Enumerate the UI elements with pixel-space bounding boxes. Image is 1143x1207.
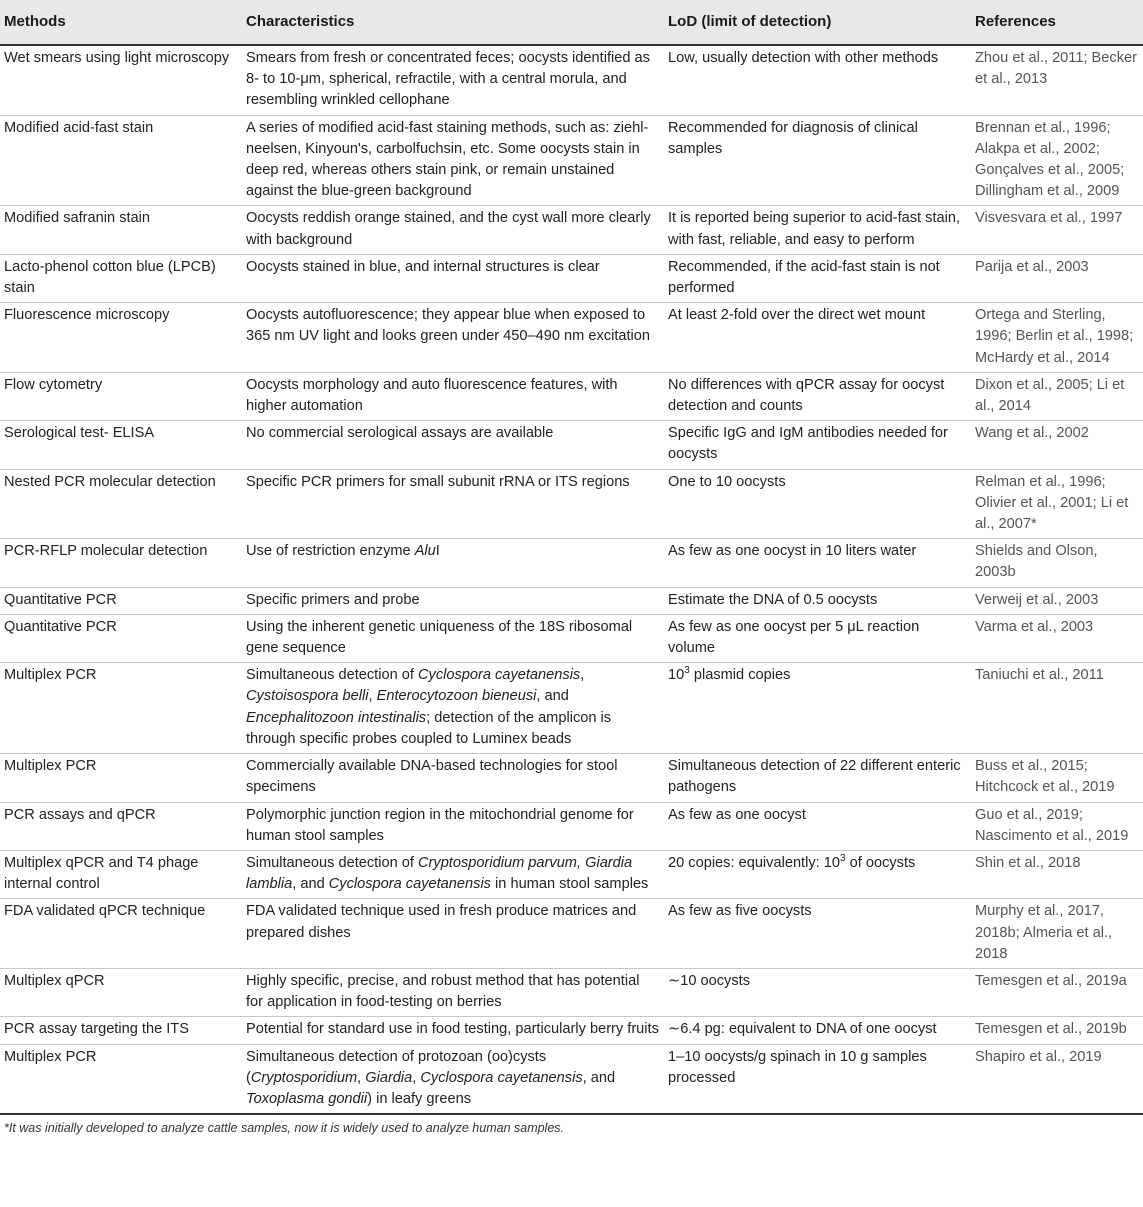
cell-references: Shin et al., 2018: [971, 850, 1143, 898]
cell-characteristics: Smears from fresh or concentrated feces; oocysts identified as 8- to 10-μm, spherical, refractile, with a central morula, and resembling wrinkled cellophane: [242, 45, 664, 115]
cell-references: Ortega and Sterling, 1996; Berlin et al., 1998; McHardy et al., 2014: [971, 303, 1143, 373]
table-row: [0, 372, 1143, 420]
table-row: [0, 206, 1143, 254]
cell-references: Parija et al., 2003: [971, 254, 1143, 302]
cell-characteristics: [242, 1044, 664, 1114]
table-header: [0, 0, 1143, 45]
cell-lod: Estimate the DNA of 0.5 oocysts: [664, 587, 971, 614]
cell-method: Multiplex PCR: [0, 663, 242, 754]
cell-lod: Simultaneous detection of 22 different enteric pathogens: [664, 754, 971, 802]
superscript: 3: [840, 853, 846, 865]
table-row: [0, 754, 1143, 802]
cell-characteristics: [242, 850, 664, 898]
cell-characteristics: Specific primers and probe: [242, 587, 664, 614]
cell-characteristics: Oocysts autofluorescence; they appear blue when exposed to 365 nm UV light and looks green under 450–490 nm excitation: [242, 303, 664, 373]
table-body: [0, 45, 1143, 1114]
italic-text: Encephalitozoon intestinalis: [246, 709, 427, 726]
cell-method: Multiplex PCR: [0, 754, 242, 802]
table-footnote: *It was initially developed to analyze cattle samples, now it is widely used to analyze human samples.: [4, 1121, 565, 1136]
table-row: [0, 469, 1143, 539]
cell-lod: Recommended for diagnosis of clinical samples: [664, 115, 971, 206]
table-row: [0, 899, 1143, 969]
cell-method: PCR assay targeting the ITS: [0, 1017, 242, 1044]
cell-lod: It is reported being superior to acid-fast stain, with fast, reliable, and easy to perform: [664, 206, 971, 254]
cell-method: Multiplex qPCR: [0, 968, 242, 1016]
cell-references: Zhou et al., 2011; Becker et al., 2013: [971, 45, 1143, 115]
cell-references: Taniuchi et al., 2011: [971, 663, 1143, 754]
cell-characteristics: Using the inherent genetic uniqueness of the 18S ribosomal gene sequence: [242, 614, 664, 662]
cell-references: Visvesvara et al., 1997: [971, 206, 1143, 254]
table-row: [0, 254, 1143, 302]
cell-characteristics: [242, 539, 664, 587]
text-span: , and: [292, 876, 329, 893]
cell-lod: At least 2-fold over the direct wet mount: [664, 303, 971, 373]
cell-method: PCR-RFLP molecular detection: [0, 539, 242, 587]
superscript: 3: [684, 665, 690, 677]
cell-references: Temesgen et al., 2019a: [971, 968, 1143, 1016]
header-lod: LoD (limit of detection): [668, 13, 832, 31]
italic-text: Cryptosporidium parvum,: [418, 854, 582, 871]
table-row: [0, 45, 1143, 115]
text-span: plasmid copies: [689, 667, 791, 684]
cell-lod: As few as one oocyst in 10 liters water: [664, 539, 971, 587]
text-span: Simultaneous detection of: [246, 667, 418, 684]
text-span: Simultaneous detection of: [246, 854, 418, 871]
cell-references: Verweij et al., 2003: [971, 587, 1143, 614]
cell-references: Relman et al., 1996; Olivier et al., 2001; Li et al., 2007*: [971, 469, 1143, 539]
text-span: 20 copies: equivalently: 10: [668, 854, 840, 871]
cell-characteristics: A series of modified acid-fast staining methods, such as: ziehl-neelsen, Kinyoun's, carbolfuchsin, etc. Some oocysts stain in deep red, whereas others stain pink, or remain unstained against the blue-green background: [242, 115, 664, 206]
cell-lod: One to 10 oocysts: [664, 469, 971, 539]
italic-text: Cystoisospora belli: [246, 688, 369, 705]
cell-characteristics: Oocysts reddish orange stained, and the cyst wall more clearly with background: [242, 206, 664, 254]
cell-references: Dixon et al., 2005; Li et al., 2014: [971, 372, 1143, 420]
table-row: [0, 421, 1143, 469]
cell-lod: As few as one oocyst: [664, 802, 971, 850]
cell-method: Nested PCR molecular detection: [0, 469, 242, 539]
cell-references: Guo et al., 2019; Nascimento et al., 2019: [971, 802, 1143, 850]
text-span: ; detection of the amplicon is through specific probes coupled to Luminex beads: [246, 709, 612, 747]
cell-method: Flow cytometry: [0, 372, 242, 420]
table-row: [0, 587, 1143, 614]
cell-lod: Specific IgG and IgM antibodies needed for oocysts: [664, 421, 971, 469]
table-row: [0, 539, 1143, 587]
cell-characteristics: FDA validated technique used in fresh produce matrices and prepared dishes: [242, 899, 664, 969]
cell-characteristics: Specific PCR primers for small subunit rRNA or ITS regions: [242, 469, 664, 539]
italic-text: Giardia: [365, 1069, 413, 1086]
cell-characteristics: Oocysts morphology and auto fluorescence features, with higher automation: [242, 372, 664, 420]
text-span: I: [435, 543, 440, 560]
cell-characteristics: No commercial serological assays are available: [242, 421, 664, 469]
text-span: , and: [582, 1069, 616, 1086]
text-span: ,: [412, 1069, 421, 1086]
cell-method: Quantitative PCR: [0, 614, 242, 662]
cell-references: Murphy et al., 2017, 2018b; Almeria et al., 2018: [971, 899, 1143, 969]
table-row: [0, 303, 1143, 373]
cell-characteristics: Commercially available DNA-based technologies for stool specimens: [242, 754, 664, 802]
cell-lod: 1–10 oocysts/g spinach in 10 g samples processed: [664, 1044, 971, 1114]
cell-references: Buss et al., 2015; Hitchcock et al., 2019: [971, 754, 1143, 802]
cell-method: Modified safranin stain: [0, 206, 242, 254]
cell-references: Varma et al., 2003: [971, 614, 1143, 662]
cell-method: Quantitative PCR: [0, 587, 242, 614]
cell-lod: No differences with qPCR assay for oocyst detection and counts: [664, 372, 971, 420]
cell-method: Modified acid-fast stain: [0, 115, 242, 206]
table-row: [0, 968, 1143, 1016]
table-row: [0, 802, 1143, 850]
header-references: References: [975, 13, 1056, 31]
italic-text: Cyclospora cayetanensis: [420, 1069, 583, 1086]
cell-method: PCR assays and qPCR: [0, 802, 242, 850]
header-row: [0, 0, 1143, 45]
cell-references: Brennan et al., 1996; Alakpa et al., 2002; Gonçalves et al., 2005; Dillingham et al., 2009: [971, 115, 1143, 206]
table-row: [0, 663, 1143, 754]
text-span: ,: [368, 688, 377, 705]
cell-characteristics: Oocysts stained in blue, and internal structures is clear: [242, 254, 664, 302]
header-methods: Methods: [4, 13, 66, 31]
cell-lod: Low, usually detection with other methods: [664, 45, 971, 115]
italic-text: Cryptosporidium: [250, 1069, 358, 1086]
text-span: Simultaneous detection of protozoan (oo)cysts (: [246, 1048, 547, 1086]
cell-lod: [664, 850, 971, 898]
text-span: Use of restriction enzyme: [246, 543, 415, 560]
table-row: [0, 614, 1143, 662]
italic-text: Enterocytozoon bieneusi: [376, 688, 537, 705]
cell-lod: ∼10 oocysts: [664, 968, 971, 1016]
italic-text: Alu: [414, 543, 436, 560]
italic-text: Cyclospora cayetanensis: [328, 876, 491, 893]
header-characteristics: Characteristics: [246, 13, 355, 31]
table-row: [0, 1044, 1143, 1114]
cell-characteristics: Potential for standard use in food testing, particularly berry fruits: [242, 1017, 664, 1044]
cell-lod: [664, 663, 971, 754]
table-row: [0, 1017, 1143, 1044]
text-span: , and: [536, 688, 569, 705]
cell-lod: Recommended, if the acid-fast stain is not performed: [664, 254, 971, 302]
cell-characteristics: Highly specific, precise, and robust method that has potential for application in food-testing on berries: [242, 968, 664, 1016]
text-span: ) in leafy greens: [367, 1090, 471, 1107]
cell-lod: ∼6.4 pg: equivalent to DNA of one oocyst: [664, 1017, 971, 1044]
text-span: ,: [580, 667, 585, 684]
cell-references: Temesgen et al., 2019b: [971, 1017, 1143, 1044]
cell-lod: As few as five oocysts: [664, 899, 971, 969]
text-span: in human stool samples: [490, 876, 649, 893]
cell-characteristics: Polymorphic junction region in the mitochondrial genome for human stool samples: [242, 802, 664, 850]
italic-text: Giardia lamblia: [246, 854, 633, 893]
table-row: [0, 850, 1143, 898]
text-span: ,: [357, 1069, 366, 1086]
cell-lod: As few as one oocyst per 5 μL reaction volume: [664, 614, 971, 662]
italic-text: Cyclospora cayetanensis: [418, 667, 581, 684]
cell-method: Serological test- ELISA: [0, 421, 242, 469]
cell-method: Wet smears using light microscopy: [0, 45, 242, 115]
italic-text: Toxoplasma gondii: [246, 1090, 368, 1107]
text-span: of oocysts: [845, 854, 916, 871]
text-span: 10: [668, 667, 685, 684]
cell-references: Shields and Olson, 2003b: [971, 539, 1143, 587]
cell-references: Wang et al., 2002: [971, 421, 1143, 469]
cell-method: Lacto-phenol cotton blue (LPCB) stain: [0, 254, 242, 302]
cell-method: FDA validated qPCR technique: [0, 899, 242, 969]
cell-method: Fluorescence microscopy: [0, 303, 242, 373]
table-row: [0, 115, 1143, 206]
cell-method: Multiplex PCR: [0, 1044, 242, 1114]
cell-characteristics: [242, 663, 664, 754]
cell-method: Multiplex qPCR and T4 phage internal control: [0, 850, 242, 898]
cell-references: Shapiro et al., 2019: [971, 1044, 1143, 1114]
